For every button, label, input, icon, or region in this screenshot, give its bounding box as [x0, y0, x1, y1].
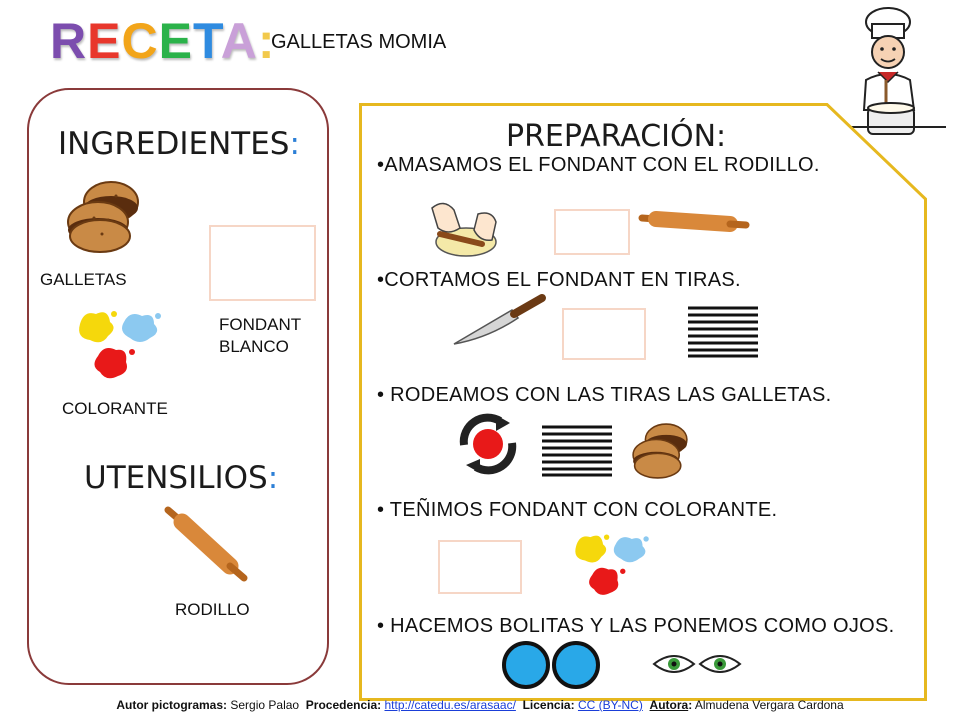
title-letter: :: [257, 13, 276, 69]
kneading-hands-icon: [426, 198, 502, 264]
credits-footer: [0, 698, 960, 712]
balls-icon: [500, 640, 604, 690]
author-value: Sergio Palao: [230, 698, 300, 712]
step-4-text: • TEÑIMOS FONDANT CON COLORANTE.: [377, 499, 778, 521]
author-label: Autor pictogramas:: [116, 698, 228, 712]
title-letter: R: [50, 13, 88, 69]
ingredients-heading: INGREDIENTES:: [58, 126, 300, 162]
ingredient-label-colorante: COLORANTE: [62, 399, 168, 418]
autora-value: Almudena Vergara Cardona: [694, 698, 844, 712]
recipe-name: GALLETAS MOMIA: [271, 31, 447, 53]
title-letter: A: [220, 13, 258, 69]
step-5-text: • HACEMOS BOLITAS Y LAS PONEMOS COMO OJOS.: [377, 615, 895, 637]
utensils-heading: UTENSILIOS:: [84, 460, 279, 496]
autora-label: Autora: [649, 698, 689, 712]
preparation-heading: PREPARACIÓN:: [506, 119, 727, 154]
autora-colon: :: [688, 698, 693, 712]
fondant-placeholder-icon: [209, 225, 316, 301]
cookies-icon: [64, 178, 142, 256]
fondant-placeholder-icon: [562, 308, 646, 360]
strips-icon: [540, 424, 614, 478]
rolling-pin-icon: [638, 206, 750, 236]
license-link[interactable]: CC (BY-NC): [577, 698, 643, 712]
source-link[interactable]: http://catedu.es/arasaac/: [384, 698, 516, 712]
eyes-icon: [652, 650, 744, 678]
recipe-title: [50, 12, 276, 70]
rolling-pin-icon: [160, 502, 250, 586]
strips-icon: [686, 305, 760, 359]
cookies-icon: [630, 420, 690, 482]
ingredient-label-galletas: GALLETAS: [40, 270, 127, 289]
title-letter: E: [158, 13, 193, 69]
title-letter: E: [87, 13, 122, 69]
step-3-text: • RODEAMOS CON LAS TIRAS LAS GALLETAS.: [377, 384, 832, 406]
paint-splashes-icon: [570, 530, 654, 600]
source-label: Procedencia:: [305, 698, 382, 712]
step-1-text: •AMASAMOS EL FONDANT CON EL RODILLO.: [377, 154, 820, 176]
step-2-text: •CORTAMOS EL FONDANT EN TIRAS.: [377, 269, 741, 291]
knife-icon: [452, 292, 548, 348]
wrap-around-icon: [456, 413, 520, 475]
title-letter: C: [121, 13, 159, 69]
paint-splashes-icon: [74, 306, 166, 384]
license-label: Licencia:: [522, 698, 575, 712]
fondant-placeholder-icon: [438, 540, 522, 594]
ingredient-label-fondant: FONDANT BLANCO: [219, 315, 302, 357]
title-letter: T: [192, 13, 221, 69]
utensil-label-rodillo: RODILLO: [175, 600, 250, 619]
fondant-placeholder-icon: [554, 209, 630, 255]
